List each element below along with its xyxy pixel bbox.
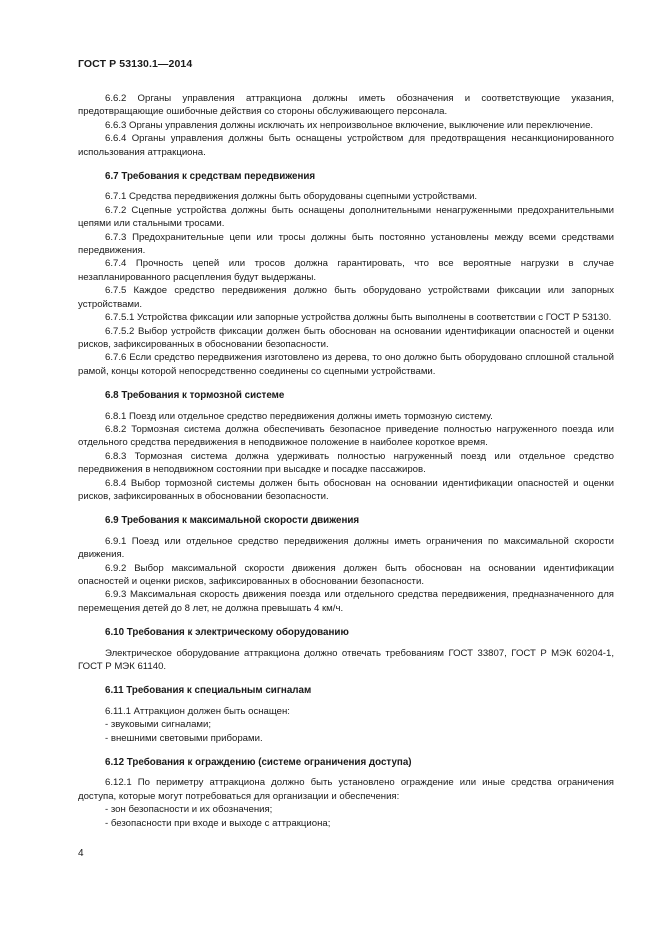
paragraph: 6.8.4 Выбор тормозной системы должен быть обоснован на основании идентификации опасностей и оценки рисков, зафиксированных в обосновании безопасности.: [78, 477, 614, 502]
paragraph: 6.12.1 По периметру аттракциона должно быть установлено ограждение или иные средства ограничения доступа, которые могут потребоваться для организации и обеспечения:: [78, 777, 614, 802]
paragraph: 6.7.4 Прочность цепей или тросов должна гарантировать, что все вероятные нагрузки в случае незапланированного расцепления будут выдержаны.: [78, 258, 614, 283]
list-item: - зон безопасности и их обозначения;: [105, 804, 273, 816]
paragraph: 6.7.5 Каждое средство передвижения должно быть оборудовано устройствами фиксации или запорных устройствами.: [78, 285, 614, 310]
document-body: [78, 92, 614, 830]
list-item: - безопасности при входе и выходе с аттракциона;: [105, 817, 331, 829]
paragraph: 6.7.3 Предохранительные цепи или тросы должны быть постоянно установлены между всеми средствами передвижения.: [78, 231, 614, 257]
paragraph: Электрическое оборудование аттракциона должно отвечать требованиям ГОСТ 33807, ГОСТ Р МЭК 60204-1, ГОСТ Р МЭК 61140.: [78, 647, 614, 673]
paragraph: 6.8.2 Тормозная система должна обеспечивать безопасное приведение полностью нагруженного поезда или отдельного средства передвижения в неподвижное положение в наиболее короткое время.: [78, 423, 614, 449]
section-heading-6-11: 6.11 Требования к специальным сигналам: [105, 685, 312, 697]
paragraph: 6.9.3 Максимальная скорость движения поезда или отдельного средства передвижения, предназначенного для перемещения детей до 8 лет, не должна превышать 4 км/ч.: [78, 589, 614, 614]
paragraph: 6.6.3 Органы управления должны исключать их непроизвольное включение, выключение или переключение.: [105, 119, 594, 131]
section-heading-6-8: 6.8 Требования к тормозной системе: [105, 390, 285, 402]
paragraph: 6.7.1 Средства передвижения должны быть оборудованы сцепными устройствами.: [105, 191, 478, 203]
list-item: - внешними световыми приборами.: [105, 732, 263, 744]
paragraph: 6.9.1 Поезд или отдельное средство передвижения должны иметь ограничения по максимальной скорости движения.: [78, 535, 614, 561]
list-item: - звуковыми сигналами;: [105, 719, 212, 731]
paragraph: 6.7.5.2 Выбор устройств фиксации должен быть обоснован на основании идентификации опасностей и оценки рисков, зафиксированных в обосновании безопасности.: [78, 325, 614, 350]
document-header: ГОСТ Р 53130.1—2014: [78, 58, 193, 70]
paragraph: 6.6.2 Органы управления аттракциона должны иметь обозначения и соответствующие указания, предотвращающие ошибочные действия со стороны обслуживающего персонала.: [78, 93, 614, 118]
page-number: 4: [78, 848, 84, 859]
paragraph: 6.11.1 Аттракцион должен быть оснащен:: [105, 705, 290, 717]
section-heading-6-10: 6.10 Требования к электрическому оборудованию: [105, 627, 349, 639]
paragraph: 6.7.6 Если средство передвижения изготовлено из дерева, то оно должно быть оборудовано сплошной стальной рамой, концы которой непосредственно соединены со сцепными устройствами.: [78, 352, 614, 377]
paragraph: 6.6.4 Органы управления должны быть оснащены устройством для предотвращения несанкционированного использования аттракциона.: [78, 133, 614, 158]
paragraph: 6.8.1 Поезд или отдельное средство передвижения должны иметь тормозную систему.: [105, 410, 493, 422]
section-heading-6-7: 6.7 Требования к средствам передвижения: [105, 171, 316, 183]
paragraph: 6.8.3 Тормозная система должна удерживать полностью нагруженный поезд или отдельное средство передвижения в неподвижном состоянии при высадке и посадке пассажиров.: [78, 450, 614, 476]
paragraph: 6.7.5.1 Устройства фиксации или запорные устройства должны быть выполнены в соответствии с ГОСТ Р 53130.: [105, 312, 612, 324]
paragraph: 6.9.2 Выбор максимальной скорости движения должен быть обоснован на основании идентификации опасностей и оценки рисков, зафиксированных в обосновании безопасности.: [78, 562, 614, 587]
section-heading-6-12: 6.12 Требования к ограждению (системе ограничения доступа): [105, 757, 412, 769]
section-heading-6-9: 6.9 Требования к максимальной скорости движения: [105, 515, 360, 527]
paragraph: 6.7.2 Сцепные устройства должны быть оснащены дополнительными ненагруженными предохранительными цепями или стальными тросами.: [78, 204, 614, 230]
